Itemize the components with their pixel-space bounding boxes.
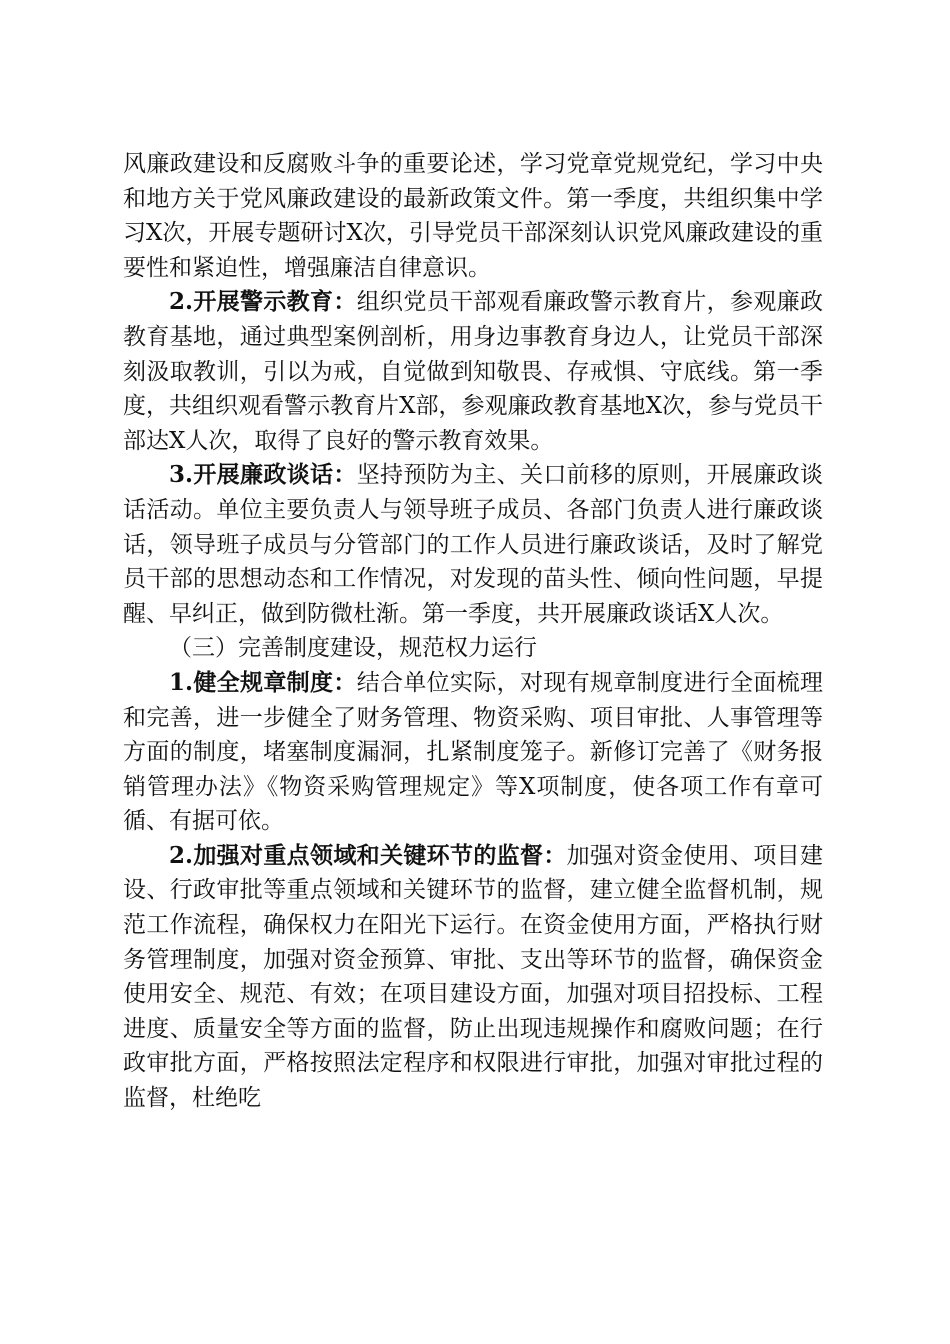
paragraph-text: 加强对资金使用、项目建设、行政审批等重点领域和关键环节的监督，建立健全监督机制，规范工作流程，确保权力在阳光下运行。在资金使用方面，严格执行财务管理制度，加强对资金预算、审批、支出等环节的监督，确保资金使用安全、规范、有效；在项目建设方面，加强对项目招投标、工程进度、质量安全等方面的监督，防止出现违规操作和腐败问题；在行政审批方面，严格按照法定程序和权限进行审批，加强对审批过程的监督，杜绝吃	[123, 842, 823, 1112]
section-heading-text: （三）完善制度建设，规范权力运行	[169, 635, 537, 662]
paragraph-integrity-talks	[123, 458, 823, 631]
paragraph-lead: 2.加强对重点领域和关键环节的监督：	[169, 841, 567, 869]
paragraph-warning-education	[123, 285, 823, 458]
section-heading	[123, 631, 823, 666]
paragraph-text: 结合单位实际，对现有规章制度进行全面梳理和完善，进一步健全了财务管理、物资采购、项目审批、人事管理等方面的制度，堵塞制度漏洞，扎紧制度笼子。新修订完善了《财务报销管理办法》《物资采购管理规定》等X项制度，使各项工作有章可循、有据可依。	[123, 669, 824, 835]
paragraph-rules-system	[123, 666, 823, 839]
paragraph-key-area-supervision	[123, 839, 823, 1116]
paragraph-text: 坚持预防为主、关口前移的原则，开展廉政谈话活动。单位主要负责人与领导班子成员、各部门负责人进行廉政谈话，领导班子成员与分管部门的工作人员进行廉政谈话，及时了解党员干部的思想动态和工作情况，对发现的苗头性、倾向性问题，早提醒、早纠正，做到防微杜渐。第一季度，共开展廉政谈话X人次。	[123, 462, 824, 627]
paragraph-text: 组织党员干部观看廉政警示教育片，参观廉政教育基地，通过典型案例剖析，用身边事教育身边人，让党员干部深刻汲取教训，引以为戒，自觉做到知敬畏、存戒惧、守底线。第一季度，共组织观看警示教育片X部，参观廉政教育基地X次，参与党员干部达X人次，取得了良好的警示教育效果。	[123, 289, 824, 454]
paragraph-lead: 1.健全规章制度：	[169, 668, 357, 696]
paragraph-lead: 2.开展警示教育：	[169, 288, 357, 316]
document-body	[123, 147, 823, 1116]
paragraph-lead: 3.开展廉政谈话：	[169, 461, 357, 489]
paragraph-study-continuation	[123, 147, 823, 285]
paragraph-text: 风廉政建设和反腐败斗争的重要论述，学习党章党规党纪，学习中央和地方关于党风廉政建设的最新政策文件。第一季度，共组织集中学习X次，开展专题研讨X次，引导党员干部深刻认识党风廉政建设的重要性和紧迫性，增强廉洁自律意识。	[123, 151, 823, 281]
